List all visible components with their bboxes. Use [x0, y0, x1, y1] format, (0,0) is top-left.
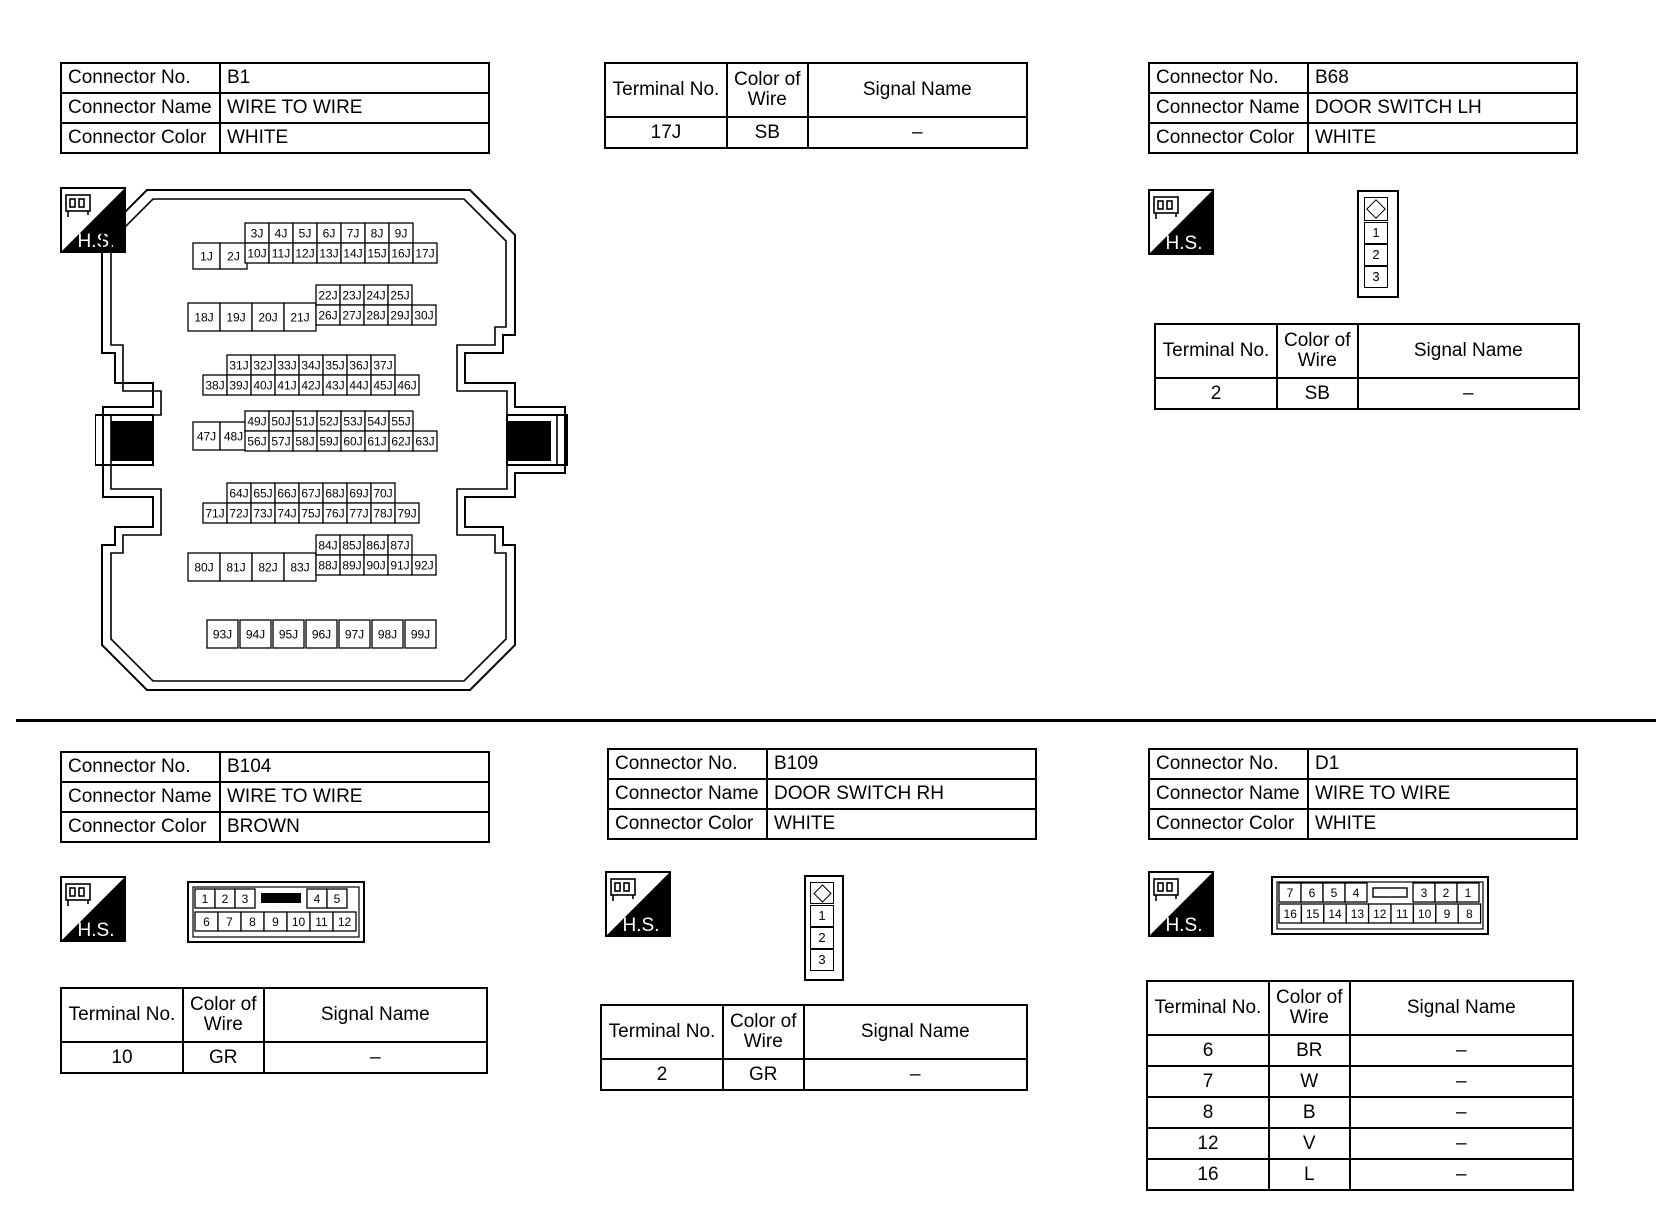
- pin-label: 80J: [194, 560, 214, 575]
- pin-label: 62J: [391, 434, 411, 449]
- pin-label: 74J: [277, 506, 297, 521]
- connector-name-row: [608, 779, 1036, 809]
- connector-color-row: [61, 812, 489, 842]
- pin-label: 3J: [250, 226, 264, 241]
- pin-label: 11: [1395, 906, 1409, 921]
- pin-label: 6: [1308, 885, 1316, 900]
- signal-name-cell: –: [1350, 1128, 1573, 1159]
- pin-label: 16: [1283, 906, 1297, 921]
- wire-color-cell: GR: [183, 1042, 264, 1073]
- pin-label: 44J: [349, 378, 369, 393]
- pin-label: 36J: [349, 358, 369, 373]
- pin-label: 10: [1417, 906, 1432, 921]
- hs-label: H.S.: [622, 915, 660, 936]
- pin-label: 26J: [318, 308, 338, 323]
- pin-label: 6J: [322, 226, 336, 241]
- pin-label: 15J: [367, 246, 387, 261]
- pin-label: 16J: [391, 246, 411, 261]
- connector-color-value: WHITE: [1308, 123, 1577, 153]
- connector-name-value: DOOR SWITCH RH: [767, 779, 1036, 809]
- pin-label: 19J: [226, 310, 246, 325]
- pin-label: 92J: [414, 558, 434, 573]
- connector-no-value: B68: [1308, 63, 1577, 93]
- pin-label: 41J: [277, 378, 297, 393]
- connector-lock-icon: [1364, 197, 1388, 221]
- harness-side-icon: [1148, 871, 1214, 937]
- pin-label: 55J: [391, 414, 411, 429]
- terminal-no-cell: 8: [1147, 1097, 1269, 1128]
- pin-label: 12J: [295, 246, 315, 261]
- connector-name-value: WIRE TO WIRE: [1308, 779, 1577, 809]
- terminal-row: [1147, 1159, 1573, 1190]
- pin-label: 46J: [397, 378, 417, 393]
- pin-label: 60J: [343, 434, 363, 449]
- pin-label: 22J: [318, 288, 338, 303]
- color-of-wire-header: Color of Wire: [727, 63, 808, 117]
- pin-label: 8: [249, 914, 256, 929]
- pin-label: 21J: [290, 310, 310, 325]
- pin-label: 5: [1330, 885, 1338, 900]
- pin-label: 23J: [342, 288, 362, 303]
- wire-color-cell: BR: [1269, 1035, 1350, 1066]
- signal-name-header: Signal Name: [804, 1005, 1027, 1059]
- terminal-no-header: Terminal No.: [601, 1005, 723, 1059]
- pin-label: 76J: [325, 506, 345, 521]
- pin-label: 51J: [295, 414, 315, 429]
- pin-label: 67J: [301, 486, 321, 501]
- signal-name-header: Signal Name: [808, 63, 1027, 117]
- harness-side-icon: [605, 871, 671, 937]
- pin-label: 10: [291, 914, 306, 929]
- terminal-row: [605, 117, 1027, 148]
- hs-label: H.S.: [77, 231, 115, 252]
- b68-connector-face: [1357, 190, 1399, 298]
- pin-label: 56J: [247, 434, 267, 449]
- pin-label: 50J: [271, 414, 291, 429]
- pin-label: 4J: [274, 226, 288, 241]
- terminal-no-cell: 17J: [605, 117, 727, 148]
- pin-label: 4: [1352, 885, 1360, 900]
- pin-label: 28J: [366, 308, 386, 323]
- signal-name-cell: –: [1350, 1066, 1573, 1097]
- terminal-no-header: Terminal No.: [1155, 324, 1277, 378]
- pin-label: 61J: [367, 434, 387, 449]
- color-of-wire-header: Color of Wire: [723, 1005, 804, 1059]
- pin-label: 90J: [366, 558, 386, 573]
- pin-label: 13J: [319, 246, 339, 261]
- pin-label: 24J: [366, 288, 386, 303]
- pin-label: 25J: [390, 288, 410, 303]
- pin-label: 65J: [253, 486, 273, 501]
- connector-no-value: B104: [220, 752, 489, 782]
- pin-label: 84J: [318, 538, 338, 553]
- terminal-no-cell: 16: [1147, 1159, 1269, 1190]
- b109-terminal-table: [600, 1004, 1028, 1091]
- terminal-no-cell: 2: [1155, 378, 1277, 409]
- pin-label: 7: [1286, 885, 1294, 900]
- pin-label: 14J: [343, 246, 363, 261]
- d1-terminal-table: [1146, 980, 1574, 1191]
- pin-label: 13: [1350, 906, 1365, 921]
- pin-label: 95J: [278, 627, 299, 642]
- pin-label: 45J: [373, 378, 393, 393]
- connector-name-row: [1149, 93, 1577, 123]
- signal-name-header: Signal Name: [1358, 324, 1579, 378]
- terminal-table-header: [1155, 324, 1579, 378]
- pin-label: 58J: [295, 434, 315, 449]
- pin-label: 54J: [367, 414, 387, 429]
- connector-color-label: Connector Color: [1149, 809, 1308, 839]
- pin-label: 82J: [258, 560, 278, 575]
- connector-name-value: WIRE TO WIRE: [220, 782, 489, 812]
- pin-label: 9J: [394, 226, 408, 241]
- terminal-table-header: [601, 1005, 1027, 1059]
- pin-label: 8: [1466, 906, 1473, 921]
- color-of-wire-header: Color of Wire: [1269, 981, 1350, 1035]
- terminal-row: [1147, 1066, 1573, 1097]
- b104-terminal-table: [60, 987, 488, 1074]
- b1-connector-face: [95, 185, 570, 695]
- pin-label: 3: [1420, 885, 1428, 900]
- connector-name-label: Connector Name: [61, 782, 220, 812]
- wire-color-cell: V: [1269, 1128, 1350, 1159]
- connector-name-label: Connector Name: [61, 93, 220, 123]
- color-of-wire-header: Color of Wire: [1277, 324, 1358, 378]
- terminal-table-header: [605, 63, 1027, 117]
- wire-color-cell: B: [1269, 1097, 1350, 1128]
- connector-color-row: [1149, 809, 1577, 839]
- terminal-table-header: [61, 988, 487, 1042]
- pin-label: 2: [221, 891, 229, 906]
- connector-name-row: [1149, 779, 1577, 809]
- pin-label: 33J: [277, 358, 297, 373]
- b104-connector-info-table: [60, 751, 490, 843]
- pin-label: 37J: [373, 358, 393, 373]
- pin-label: 98J: [377, 627, 398, 642]
- terminal-no-cell: 10: [61, 1042, 183, 1073]
- wire-color-cell: GR: [723, 1059, 804, 1090]
- pin-label: 15: [1305, 906, 1320, 921]
- color-of-wire-header: Color of Wire: [183, 988, 264, 1042]
- pin-label: 73J: [253, 506, 273, 521]
- b68-connector-info-table: [1148, 62, 1578, 154]
- wire-color-cell: SB: [727, 117, 808, 148]
- signal-name-cell: –: [808, 117, 1027, 148]
- b109-connector-info-table: [607, 748, 1037, 840]
- pin-label: 1J: [200, 249, 213, 264]
- connector-no-row: [61, 63, 489, 93]
- harness-side-icon: [1148, 189, 1214, 255]
- b104-connector-face: [187, 881, 365, 943]
- connector-no-label: Connector No.: [1149, 63, 1308, 93]
- key-slot: [1373, 888, 1407, 897]
- wire-color-cell: L: [1269, 1159, 1350, 1190]
- connector-color-label: Connector Color: [61, 812, 220, 842]
- connector-no-value: D1: [1308, 749, 1577, 779]
- signal-name-cell: –: [1358, 378, 1579, 409]
- pin-label: 57J: [271, 434, 291, 449]
- pin-label: 4: [313, 891, 321, 906]
- pin-label: 53J: [343, 414, 363, 429]
- wire-color-cell: W: [1269, 1066, 1350, 1097]
- pin-label: 5J: [298, 226, 312, 241]
- terminal-no-header: Terminal No.: [1147, 981, 1269, 1035]
- pin-label: 85J: [342, 538, 362, 553]
- pin-label: 2: [1442, 885, 1450, 900]
- terminal-row: [61, 1042, 487, 1073]
- b68-terminal-table: [1154, 323, 1580, 410]
- pin-label: 12: [1373, 906, 1387, 921]
- connector-color-value: WHITE: [767, 809, 1036, 839]
- pin-label: 20J: [258, 310, 278, 325]
- connector-name-label: Connector Name: [1149, 93, 1308, 123]
- hs-label: H.S.: [1165, 233, 1203, 254]
- signal-name-cell: –: [804, 1059, 1027, 1090]
- connector-name-value: WIRE TO WIRE: [220, 93, 489, 123]
- pin-label: 81J: [226, 560, 246, 575]
- pin-label: 30J: [414, 308, 434, 323]
- pin-label: 5: [333, 891, 341, 906]
- pin-label: 47J: [196, 429, 217, 444]
- b109-connector-face: [804, 875, 844, 981]
- pin-label: 7J: [346, 226, 360, 241]
- terminal-row: [1147, 1128, 1573, 1159]
- signal-name-cell: –: [1350, 1097, 1573, 1128]
- pin-label: 14: [1328, 906, 1342, 921]
- pin-label: 17J: [415, 246, 435, 261]
- pin-label: 8J: [370, 226, 384, 241]
- pin-label: 93J: [212, 627, 233, 642]
- signal-name-cell: –: [264, 1042, 487, 1073]
- wire-color-cell: SB: [1277, 378, 1358, 409]
- pin-label: 48J: [223, 429, 244, 444]
- pin-label: 87J: [390, 538, 410, 553]
- signal-name-cell: –: [1350, 1159, 1573, 1190]
- pin-2: 2: [810, 927, 834, 949]
- pin-label: 89J: [342, 558, 362, 573]
- connector-color-value: WHITE: [220, 123, 489, 153]
- connector-color-row: [608, 809, 1036, 839]
- pin-label: 63J: [415, 434, 435, 449]
- pin-label: 27J: [342, 308, 362, 323]
- pin-label: 79J: [397, 506, 417, 521]
- connector-name-label: Connector Name: [1149, 779, 1308, 809]
- pin-label: 91J: [390, 558, 410, 573]
- pin-label: 1: [1464, 885, 1472, 900]
- pin-label: 43J: [325, 378, 345, 393]
- pin-label: 71J: [205, 506, 225, 521]
- pin-label: 70J: [373, 486, 393, 501]
- connector-name-label: Connector Name: [608, 779, 767, 809]
- pin-label: 69J: [349, 486, 369, 501]
- connector-name-row: [61, 782, 489, 812]
- connector-color-row: [61, 123, 489, 153]
- connector-no-label: Connector No.: [1149, 749, 1308, 779]
- pin-label: 34J: [301, 358, 321, 373]
- connector-color-row: [1149, 123, 1577, 153]
- pin-label: 18J: [194, 310, 214, 325]
- pin-label: 64J: [229, 486, 249, 501]
- pin-label: 29J: [390, 308, 410, 323]
- pin-label: 97J: [344, 627, 365, 642]
- harness-side-icon: [60, 876, 126, 942]
- connector-color-label: Connector Color: [61, 123, 220, 153]
- b1-terminal-table: [604, 62, 1028, 149]
- pin-label: 9: [272, 914, 279, 929]
- connector-no-row: [1149, 63, 1577, 93]
- signal-name-header: Signal Name: [1350, 981, 1573, 1035]
- section-divider: [16, 719, 1656, 722]
- pin-label: 42J: [301, 378, 321, 393]
- pin-label: 3: [241, 891, 249, 906]
- pin-label: 9: [1443, 906, 1451, 921]
- pin-label: 75J: [301, 506, 321, 521]
- terminal-row: [601, 1059, 1027, 1090]
- connector-no-row: [1149, 749, 1577, 779]
- pin-label: 49J: [247, 414, 267, 429]
- pin-label: 96J: [311, 627, 332, 642]
- d1-connector-info-table: [1148, 748, 1578, 840]
- terminal-row: [1147, 1097, 1573, 1128]
- connector-name-value: DOOR SWITCH LH: [1308, 93, 1577, 123]
- pin-label: 31J: [229, 358, 249, 373]
- connector-no-row: [608, 749, 1036, 779]
- pin-label: 35J: [325, 358, 345, 373]
- pin-label: 40J: [253, 378, 273, 393]
- connector-color-value: WHITE: [1308, 809, 1577, 839]
- pin-label: 77J: [349, 506, 369, 521]
- terminal-no-cell: 7: [1147, 1066, 1269, 1097]
- pin-label: 32J: [253, 358, 273, 373]
- terminal-no-header: Terminal No.: [605, 63, 727, 117]
- pin-1: 1: [1364, 222, 1388, 244]
- connector-no-label: Connector No.: [608, 749, 767, 779]
- pin-label: 12: [337, 914, 352, 929]
- connector-no-row: [61, 752, 489, 782]
- terminal-row: [1147, 1035, 1573, 1066]
- key-slot: [261, 893, 301, 903]
- pin-label: 99J: [410, 627, 431, 642]
- terminal-no-cell: 2: [601, 1059, 723, 1090]
- connector-color-label: Connector Color: [1149, 123, 1308, 153]
- signal-name-header: Signal Name: [264, 988, 487, 1042]
- d1-connector-face: [1271, 876, 1489, 935]
- pin-label: 86J: [366, 538, 386, 553]
- pin-3: 3: [1364, 266, 1388, 288]
- pin-2: 2: [1364, 244, 1388, 266]
- terminal-no-cell: 12: [1147, 1128, 1269, 1159]
- pin-label: 78J: [373, 506, 393, 521]
- pin-label: 68J: [325, 486, 345, 501]
- pin-label: 11J: [271, 246, 291, 261]
- pin-label: 7: [226, 914, 233, 929]
- terminal-row: [1155, 378, 1579, 409]
- pin-label: 6: [203, 914, 210, 929]
- connector-no-value: B1: [220, 63, 489, 93]
- pin-label: 72J: [229, 506, 249, 521]
- pin-label: 94J: [245, 627, 266, 642]
- hs-label: H.S.: [77, 920, 115, 941]
- connector-color-value: BROWN: [220, 812, 489, 842]
- pin-label: 38J: [205, 378, 225, 393]
- terminal-table-header: [1147, 981, 1573, 1035]
- pin-label: 39J: [229, 378, 249, 393]
- connector-name-row: [61, 93, 489, 123]
- pin-1: 1: [810, 905, 834, 927]
- terminal-no-header: Terminal No.: [61, 988, 183, 1042]
- pin-label: 59J: [319, 434, 339, 449]
- pin-label: 1: [201, 891, 209, 906]
- connector-color-label: Connector Color: [608, 809, 767, 839]
- pin-label: 10J: [247, 246, 267, 261]
- pin-3: 3: [810, 949, 834, 971]
- hs-label: H.S.: [1165, 915, 1203, 936]
- b1-connector-info-table: [60, 62, 490, 154]
- connector-no-label: Connector No.: [61, 63, 220, 93]
- pin-label: 2J: [227, 249, 240, 264]
- pin-label: 52J: [319, 414, 339, 429]
- connector-lock-icon: [810, 882, 834, 904]
- pin-label: 66J: [277, 486, 297, 501]
- connector-no-label: Connector No.: [61, 752, 220, 782]
- terminal-no-cell: 6: [1147, 1035, 1269, 1066]
- signal-name-cell: –: [1350, 1035, 1573, 1066]
- pin-label: 83J: [290, 560, 310, 575]
- pin-label: 88J: [318, 558, 338, 573]
- connector-no-value: B109: [767, 749, 1036, 779]
- pin-label: 11: [315, 914, 328, 929]
